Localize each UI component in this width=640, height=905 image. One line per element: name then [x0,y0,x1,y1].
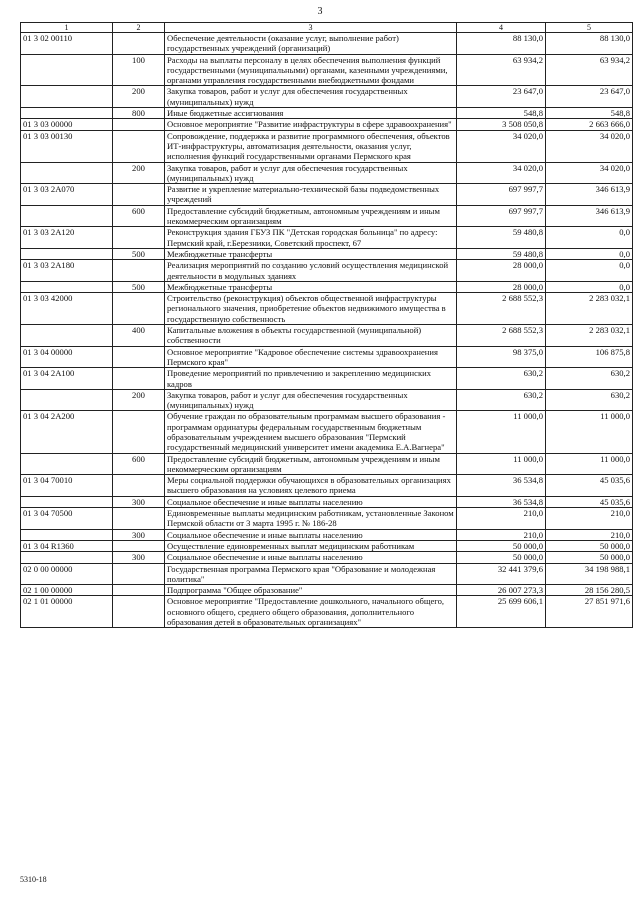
table-row [21,130,633,162]
row-expense-type [113,563,165,585]
row-code: 01 3 03 00130 [21,130,113,162]
table-row [21,389,633,411]
row-code: 01 3 04 2A100 [21,368,113,390]
row-value-1: 2 688 552,3 [457,325,546,347]
table-row [21,86,633,108]
row-value-2: 34 020,0 [546,162,633,184]
row-description: Обеспечение деятельности (оказание услуг, выполнение работ) государственных учреждений (организаций) [165,33,457,55]
row-description: Меры социальной поддержки обучающихся в образовательных организациях высшего образования на условиях целевого приема [165,475,457,497]
row-expense-type [113,33,165,55]
row-value-2: 63 934,2 [546,54,633,86]
row-value-2: 11 000,0 [546,411,633,453]
row-expense-type [113,293,165,325]
row-value-2: 0,0 [546,260,633,282]
row-value-1: 36 534,8 [457,475,546,497]
row-code [21,389,113,411]
row-value-2: 50 000,0 [546,552,633,563]
row-code [21,552,113,563]
row-value-1: 59 480,8 [457,227,546,249]
table-row [21,281,633,292]
row-value-2: 2 663 666,0 [546,119,633,130]
row-code: 01 3 03 00000 [21,119,113,130]
row-expense-type: 500 [113,248,165,259]
row-expense-type: 200 [113,162,165,184]
table-row [21,205,633,227]
row-expense-type [113,368,165,390]
row-description: Социальное обеспечение и иные выплаты населению [165,552,457,563]
row-expense-type: 500 [113,281,165,292]
row-value-2: 630,2 [546,389,633,411]
row-description: Расходы на выплаты персоналу в целях обеспечения выполнения функций государственными (муниципальными) органами, казенными учреждениями, органами управления государственными внебюджетными фондами [165,54,457,86]
row-value-2: 28 156 280,5 [546,585,633,596]
row-value-1: 98 375,0 [457,346,546,368]
row-value-1: 697 997,7 [457,184,546,206]
row-value-2: 45 035,6 [546,475,633,497]
row-code [21,281,113,292]
row-description: Межбюджетные трансферты [165,281,457,292]
row-code: 02 1 00 00000 [21,585,113,596]
row-expense-type: 400 [113,325,165,347]
row-expense-type: 800 [113,108,165,119]
row-value-1: 34 020,0 [457,130,546,162]
row-expense-type: 600 [113,205,165,227]
row-value-1: 88 130,0 [457,33,546,55]
row-code [21,453,113,475]
row-expense-type: 200 [113,86,165,108]
row-value-1: 25 699 606,1 [457,596,546,628]
row-expense-type: 300 [113,552,165,563]
row-description: Иные бюджетные ассигнования [165,108,457,119]
row-expense-type [113,508,165,530]
table-row [21,540,633,551]
row-code: 01 3 04 70500 [21,508,113,530]
row-value-1: 36 534,8 [457,496,546,507]
row-expense-type: 600 [113,453,165,475]
row-value-1: 697 997,7 [457,205,546,227]
row-expense-type [113,260,165,282]
row-description: Предоставление субсидий бюджетным, автономным учреждениям и иным некоммерческим организациям [165,205,457,227]
row-code: 02 0 00 00000 [21,563,113,585]
row-value-1: 3 508 050,8 [457,119,546,130]
row-description: Основное мероприятие "Кадровое обеспечение системы здравоохранения Пермского края" [165,346,457,368]
table-row [21,508,633,530]
row-value-2: 23 647,0 [546,86,633,108]
table-row [21,411,633,453]
row-description: Закупка товаров, работ и услуг для обеспечения государственных (муниципальных) нужд [165,162,457,184]
row-description: Закупка товаров, работ и услуг для обеспечения государственных (муниципальных) нужд [165,86,457,108]
table-row [21,596,633,628]
row-expense-type [113,475,165,497]
row-description: Обучение граждан по образовательным программам высшего образования - программам ординатуры федеральным государственным бюджетным образовательным учреждением высшего образования "Пермский государственный медицинский университет имени академика Е.А.Вагнера" [165,411,457,453]
row-value-1: 210,0 [457,508,546,530]
row-description: Подпрограмма "Общее образование" [165,585,457,596]
row-value-1: 23 647,0 [457,86,546,108]
row-value-2: 11 000,0 [546,453,633,475]
row-value-2: 630,2 [546,368,633,390]
row-value-1: 2 688 552,3 [457,293,546,325]
table-row [21,248,633,259]
table-row [21,325,633,347]
row-code [21,108,113,119]
row-code: 01 3 03 2A120 [21,227,113,249]
row-value-1: 63 934,2 [457,54,546,86]
row-value-1: 26 007 273,3 [457,585,546,596]
row-description: Основное мероприятие "Развитие инфраструктуры в сфере здравоохранения" [165,119,457,130]
row-expense-type [113,540,165,551]
row-value-1: 50 000,0 [457,552,546,563]
row-expense-type [113,585,165,596]
table-row [21,54,633,86]
row-code: 01 3 03 2A180 [21,260,113,282]
row-code: 02 1 01 00000 [21,596,113,628]
row-description: Единовременные выплаты медицинским работникам, установленные Законом Пермской области от 3 марта 1995 г. № 186-28 [165,508,457,530]
row-value-2: 34 198 988,1 [546,563,633,585]
header-col-value-2: 5 [546,23,633,33]
table-body [21,33,633,628]
header-col-value-1: 4 [457,23,546,33]
row-code [21,325,113,347]
row-value-1: 11 000,0 [457,411,546,453]
row-value-2: 548,8 [546,108,633,119]
table-row [21,552,633,563]
row-description: Проведение мероприятий по привлечению и закреплению медицинских кадров [165,368,457,390]
row-value-1: 34 020,0 [457,162,546,184]
table-row [21,585,633,596]
row-value-2: 0,0 [546,248,633,259]
row-code: 01 3 04 2A200 [21,411,113,453]
row-value-2: 0,0 [546,281,633,292]
row-description: Межбюджетные трансферты [165,248,457,259]
row-expense-type: 300 [113,496,165,507]
row-expense-type: 100 [113,54,165,86]
table-row [21,475,633,497]
row-expense-type [113,130,165,162]
row-value-2: 2 283 032,1 [546,325,633,347]
table-row [21,496,633,507]
row-value-2: 88 130,0 [546,33,633,55]
table-row [21,368,633,390]
row-expense-type [113,411,165,453]
row-code [21,162,113,184]
row-description: Основное мероприятие "Предоставление дошкольного, начального общего, основного общего, среднего общего образования, дополнительного образования детей в образовательных организациях" [165,596,457,628]
row-description: Социальное обеспечение и иные выплаты населению [165,496,457,507]
table-row [21,119,633,130]
row-code: 01 3 03 2A070 [21,184,113,206]
row-description: Социальное обеспечение и иные выплаты населению [165,529,457,540]
table-row [21,33,633,55]
row-code [21,496,113,507]
row-expense-type [113,119,165,130]
row-value-1: 32 441 379,6 [457,563,546,585]
header-col-kind: 2 [113,23,165,33]
row-value-2: 346 613,9 [546,184,633,206]
table-row [21,293,633,325]
row-code [21,54,113,86]
row-value-1: 548,8 [457,108,546,119]
table-row [21,529,633,540]
row-expense-type [113,346,165,368]
row-code [21,205,113,227]
row-value-2: 45 035,6 [546,496,633,507]
row-description: Сопровождение, поддержка и развитие программного обеспечения, объектов ИТ-инфраструктуры, автоматизация деятельности, оказания услуг, исполнения функций государственными органами Пермского края [165,130,457,162]
row-value-2: 210,0 [546,529,633,540]
row-description: Осуществление единовременных выплат медицинским работникам [165,540,457,551]
row-value-2: 210,0 [546,508,633,530]
row-code: 01 3 04 00000 [21,346,113,368]
row-description: Закупка товаров, работ и услуг для обеспечения государственных (муниципальных) нужд [165,389,457,411]
row-expense-type: 200 [113,389,165,411]
table-row [21,184,633,206]
row-value-1: 630,2 [457,368,546,390]
row-description: Капитальные вложения в объекты государственной (муниципальной) собственности [165,325,457,347]
row-value-1: 28 000,0 [457,281,546,292]
row-description: Предоставление субсидий бюджетным, автономным учреждениям и иным некоммерческим организациям [165,453,457,475]
row-description: Реализация мероприятий по созданию условий осуществления медицинской деятельности в модульных зданиях [165,260,457,282]
row-value-1: 11 000,0 [457,453,546,475]
row-description: Реконструкция здания ГБУЗ ПК "Детская городская больница" по адресу: Пермский край, г.Березники, Советский проспект, 67 [165,227,457,249]
row-value-1: 59 480,8 [457,248,546,259]
table-row [21,162,633,184]
row-description: Развитие и укрепление материально-технической базы подведомственных учреждений [165,184,457,206]
row-code [21,248,113,259]
row-description: Строительство (реконструкция) объектов общественной инфраструктуры регионального значения, приобретение объектов недвижимого имущества в государственную собственность [165,293,457,325]
row-code: 01 3 04 70010 [21,475,113,497]
row-value-2: 27 851 971,6 [546,596,633,628]
row-expense-type: 300 [113,529,165,540]
row-value-1: 50 000,0 [457,540,546,551]
budget-table [20,22,633,628]
row-expense-type [113,184,165,206]
row-value-2: 34 020,0 [546,130,633,162]
page-number: 3 [317,6,323,17]
header-col-name: 3 [165,23,457,33]
row-code: 01 3 02 00110 [21,33,113,55]
row-value-1: 28 000,0 [457,260,546,282]
row-description: Государственная программа Пермского края "Образование и молодежная политика" [165,563,457,585]
table-row [21,260,633,282]
table-row [21,563,633,585]
row-expense-type [113,596,165,628]
row-value-2: 2 283 032,1 [546,293,633,325]
row-value-2: 50 000,0 [546,540,633,551]
row-value-1: 630,2 [457,389,546,411]
row-value-2: 0,0 [546,227,633,249]
row-code: 01 3 04 R1360 [21,540,113,551]
footer-code: 5310-18 [20,875,47,884]
header-row [21,23,633,33]
row-expense-type [113,227,165,249]
row-value-1: 210,0 [457,529,546,540]
row-code [21,86,113,108]
table-row [21,453,633,475]
row-code: 01 3 03 42000 [21,293,113,325]
row-value-2: 106 875,8 [546,346,633,368]
table-row [21,346,633,368]
table-row [21,108,633,119]
table-row [21,227,633,249]
row-value-2: 346 613,9 [546,205,633,227]
row-code [21,529,113,540]
header-col-code: 1 [21,23,113,33]
